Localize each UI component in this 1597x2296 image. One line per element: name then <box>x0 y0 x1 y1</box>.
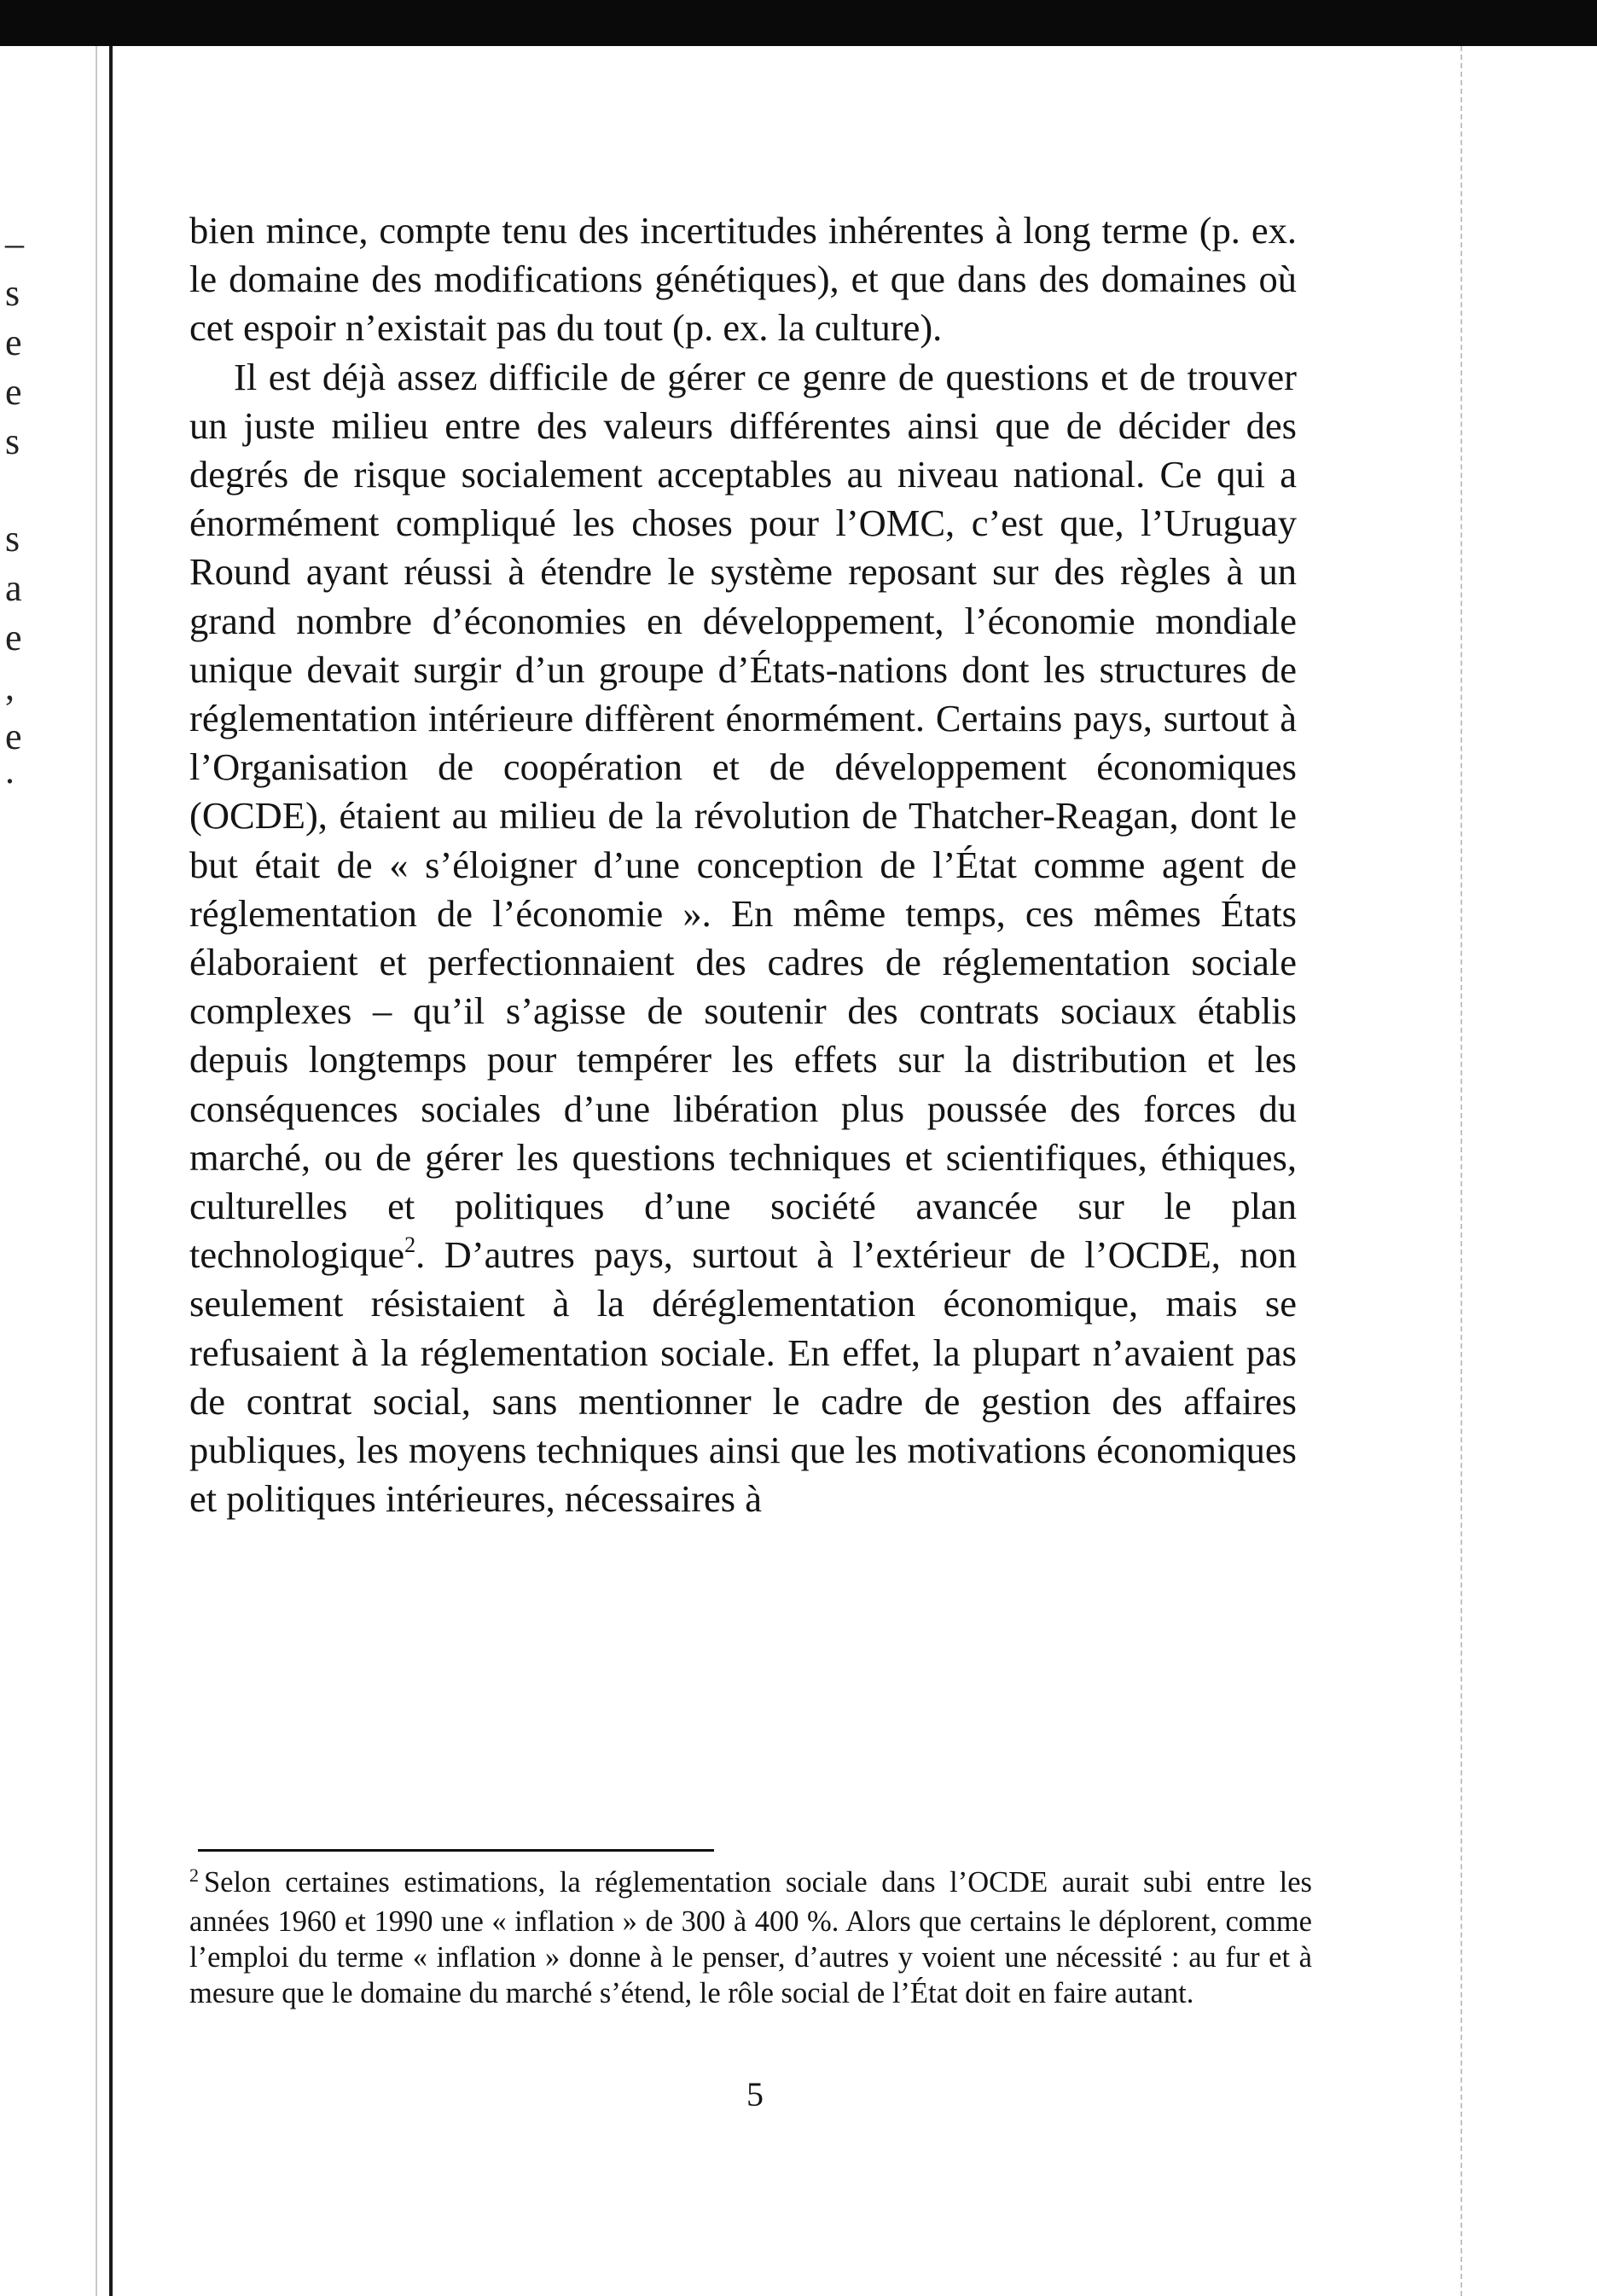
paragraph-continuation: bien mince, compte tenu des incertitudes inhérentes à long terme (p. ex. le domaine des modifications génétiques), et que dans des domaines où cet espoir n’existait pas du tout (p. ex. la culture). <box>189 209 1297 350</box>
page-gutter-line <box>109 46 113 2296</box>
margin-char: – <box>5 223 24 264</box>
footnote-number: 2 <box>189 1864 199 1886</box>
binding-shadow <box>96 46 97 2296</box>
margin-char: s <box>5 518 20 560</box>
paragraph-main-text: Il est déjà assez difficile de gérer ce genre de questions et de trouver un juste milieu entre des valeurs différentes ainsi que de décider des degrés de risque socialement acceptables au niveau national. Ce qui a énormément compliqué les choses pour l’OMC, c’est que, l’Uruguay Round ayant réussi à étendre le système reposant sur des règles à un grand nombre d’économies en développement, l’économie mondiale unique devait surgir d’un groupe d’États-nations dont les structures de réglementation intérieure diffèrent énormément. Certains pays, surtout à l’Organisation de coopération et de développement économiques (OCDE), étaient au milieu de la révolution de Thatcher-Reagan, dont le but était de « s’éloigner d’une conception de l’État comme agent de réglementation de l’économie ». En même temps, ces mêmes États élaboraient et perfectionnaient des cadres de réglementation sociale complexes – qu’il s’agisse de soutenir des contrats sociaux établis depuis longtemps pour tempérer les effets sur la distribution et les conséquences sociales d’une libération plus poussée des forces du marché, ou de gérer les questions techniques et scientifiques, éthiques, culturelles et politiques d’une société avancée sur le plan technologique <box>189 355 1297 1277</box>
footnote-text: Selon certaines estimations, la réglementation sociale dans l’OCDE aurait subi entre les années 1960 et 1990 une « inflation » de 300 à 400 %. Alors que certains le déplorent, comme l’emploi du terme « inflation » donne à le penser, d’autres y voient une nécessité : au fur et à mesure que le domaine du marché s’étend, le rôle social de l’État doit en faire autant. <box>189 1866 1312 2009</box>
footnote-separator <box>198 1849 714 1852</box>
margin-char: a <box>5 567 22 609</box>
footnote-reference[interactable]: 2 <box>404 1232 416 1258</box>
page-body <box>189 206 1297 1523</box>
previous-page-margin <box>0 0 96 2296</box>
margin-char: e <box>5 322 22 363</box>
paragraph-main <box>189 353 1297 1524</box>
margin-char: , <box>5 666 15 708</box>
margin-char: e <box>5 716 22 757</box>
margin-char: e <box>5 617 22 658</box>
paragraph-main-tail: . D’autres pays, surtout à l’extérieur de l’OCDE, non seulement résistaient à la déréglementation économique, mais se refusaient à la réglementation sociale. En effet, la plupart n’avaient pas de contrat social, sans mentionner le cadre de gestion des affaires publiques, les moyens techniques ainsi que les motivations économiques et politiques intérieures, nécessaires à <box>189 1233 1297 1521</box>
margin-char: s <box>5 272 20 314</box>
margin-char: s <box>5 420 20 462</box>
scan-dark-border <box>0 0 1597 46</box>
margin-char: e <box>5 371 22 413</box>
margin-char: . <box>5 750 15 791</box>
scan-right-edge <box>1461 46 1474 2296</box>
footnote <box>189 1864 1312 2011</box>
page-number: 5 <box>746 2075 764 2113</box>
